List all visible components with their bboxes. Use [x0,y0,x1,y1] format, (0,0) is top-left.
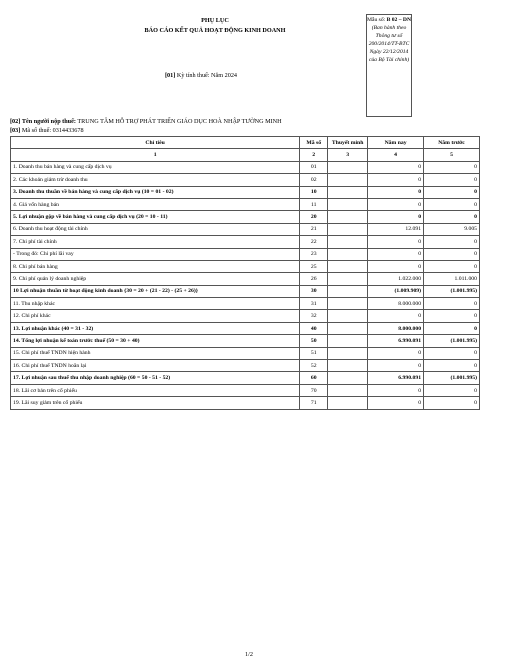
row-previous-year: 0 [424,347,480,359]
row-item-name: 18. Lãi cơ bản trên cổ phiếu [11,384,300,396]
table-row [11,347,480,359]
table-header-row [11,137,480,149]
tax-code-value: 0314433678 [52,127,84,134]
row-code: 52 [300,360,328,372]
form-code-note: (Ban hành theo Thông tư số 200/2014/TT-BTC Ngày 22/12/2014 của Bộ Tài chính) [368,25,410,63]
report-title: BÁO CÁO KẾT QUẢ HOẠT ĐỘNG KINH DOANH [144,27,286,34]
table-row [11,161,480,173]
form-code-label: Mẫu số: [367,17,386,23]
col-number: 5 [424,149,480,161]
col-number: 2 [300,149,328,161]
row-item-name: 8. Chi phí bán hàng [11,260,300,272]
row-previous-year: 0 [424,397,480,409]
column-number-row [11,149,480,161]
row-note [328,198,368,210]
row-previous-year: 0 [424,186,480,198]
table-body [11,161,480,409]
row-previous-year: (1.001.995) [424,285,480,297]
row-item-name: 6. Doanh thu hoạt động tài chính [11,223,300,235]
row-note [328,310,368,322]
col-header-item: Chỉ tiêu [11,137,300,149]
row-code: 02 [300,174,328,186]
table-row [11,310,480,322]
row-item-name: 13. Lợi nhuận khác (40 = 31 - 32) [11,322,300,334]
row-previous-year: 0 [424,384,480,396]
table-row [11,360,480,372]
row-previous-year: 0 [424,248,480,260]
row-current-year: 6.990.091 [368,335,424,347]
row-item-name: 2. Các khoản giảm trừ doanh thu [11,174,300,186]
row-note [328,186,368,198]
row-note [328,223,368,235]
row-previous-year: 0 [424,174,480,186]
row-previous-year: 0 [424,298,480,310]
row-current-year: 0 [368,161,424,173]
col-number: 4 [368,149,424,161]
row-previous-year: (1.001.995) [424,372,480,384]
row-current-year: 0 [368,174,424,186]
row-note [328,236,368,248]
row-note [328,347,368,359]
row-item-name: 9. Chi phí quản lý doanh nghiệp [11,273,300,285]
row-item-name: 17. Lợi nhuận sau thuế thu nhập doanh nghiệp (60 = 50 - 51 - 52) [11,372,300,384]
table-row [11,260,480,272]
table-row [11,174,480,186]
table-row [11,236,480,248]
table-row [11,384,480,396]
row-item-name: 11. Thu nhập khác [11,298,300,310]
row-code: 50 [300,335,328,347]
tax-code-line [10,127,84,134]
row-code: 30 [300,285,328,297]
row-current-year: 0 [368,347,424,359]
row-current-year: 1.022.000 [368,273,424,285]
row-note [328,322,368,334]
row-code: 40 [300,322,328,334]
row-item-name: 10 Lợi nhuận thuần từ hoạt động kinh doanh {30 = 20 + (21 - 22) - (25 + 26)} [11,285,300,297]
tax-code-code: [03] [10,127,21,134]
row-note [328,360,368,372]
row-code: 20 [300,211,328,223]
row-item-name: 3. Doanh thu thuần về bán hàng và cung cấp dịch vụ (10 = 01 - 02) [11,186,300,198]
row-current-year: 0 [368,198,424,210]
row-current-year: 0 [368,248,424,260]
row-previous-year: 0 [424,310,480,322]
row-note [328,248,368,260]
row-item-name: 1. Doanh thu bán hàng và cung cấp dịch vụ [11,161,300,173]
form-code-value: B 02 – DN [386,17,411,23]
page-number: 1/2 [245,651,253,658]
row-note [328,260,368,272]
table-row [11,273,480,285]
table-row [11,285,480,297]
col-number: 1 [11,149,300,161]
taxpayer-name-code: [02] [10,118,21,125]
row-previous-year: 0 [424,211,480,223]
row-previous-year: 0 [424,161,480,173]
tax-period [165,72,237,79]
row-note [328,335,368,347]
row-previous-year: 0 [424,236,480,248]
income-statement-table [10,136,480,410]
row-current-year: 0 [368,360,424,372]
row-previous-year: 0 [424,360,480,372]
row-code: 26 [300,273,328,285]
row-previous-year: 1.011.000 [424,273,480,285]
table-row [11,186,480,198]
row-previous-year: 9.005 [424,223,480,235]
row-code: 21 [300,223,328,235]
row-code: 60 [300,372,328,384]
row-item-name: 19. Lãi suy giảm trên cổ phiếu [11,397,300,409]
table-row [11,322,480,334]
col-header-code: Mã số [300,137,328,149]
row-current-year: 0 [368,186,424,198]
row-code: 32 [300,310,328,322]
row-item-name: 12. Chi phí khác [11,310,300,322]
row-code: 31 [300,298,328,310]
row-code: 11 [300,198,328,210]
row-current-year: 8.000.000 [368,298,424,310]
row-current-year: 0 [368,397,424,409]
row-item-name: 7. Chi phí tài chính [11,236,300,248]
row-code: 10 [300,186,328,198]
row-previous-year: 0 [424,260,480,272]
row-current-year: 6.990.091 [368,372,424,384]
row-item-name: 16. Chi phí thuế TNDN hoãn lại [11,360,300,372]
row-code: 71 [300,397,328,409]
row-code: 51 [300,347,328,359]
row-item-name: 4. Giá vốn hàng bán [11,198,300,210]
row-code: 22 [300,236,328,248]
row-code: 01 [300,161,328,173]
row-current-year: 0 [368,384,424,396]
row-current-year: 12.091 [368,223,424,235]
col-number: 3 [328,149,368,161]
taxpayer-name-label: Tên người nộp thuế: [21,118,76,125]
row-note [328,285,368,297]
row-previous-year: (1.001.995) [424,335,480,347]
tax-code-label: Mã số thuế: [21,127,52,134]
form-code-box [366,14,412,117]
row-note [328,384,368,396]
period-text: Kỳ tính thuế: Năm 2024 [176,72,238,79]
table-row [11,372,480,384]
col-header-previous-year: Năm trước [424,137,480,149]
row-item-name: 5. Lợi nhuận gộp về bán hàng và cung cấp dịch vụ (20 = 10 - 11) [11,211,300,223]
row-note [328,273,368,285]
row-code: 25 [300,260,328,272]
row-code: 23 [300,248,328,260]
appendix-title: PHỤ LỤC [201,17,229,24]
col-header-current-year: Năm nay [368,137,424,149]
row-item-name: - Trong đó: Chi phí lãi vay [11,248,300,260]
row-current-year: (1.009.909) [368,285,424,297]
row-previous-year: 0 [424,322,480,334]
row-item-name: 14. Tổng lợi nhuận kế toán trước thuế (50 = 30 + 40) [11,335,300,347]
row-note [328,161,368,173]
row-note [328,298,368,310]
table-row [11,198,480,210]
row-current-year: 0 [368,236,424,248]
row-note [328,372,368,384]
row-current-year: 0 [368,260,424,272]
row-current-year: 8.000.000 [368,322,424,334]
table-row [11,223,480,235]
row-item-name: 15. Chi phí thuế TNDN hiện hành [11,347,300,359]
row-current-year: 0 [368,310,424,322]
table-row [11,211,480,223]
taxpayer-name-line [10,118,282,125]
row-previous-year: 0 [424,198,480,210]
row-note [328,174,368,186]
form-code [367,16,411,24]
row-note [328,397,368,409]
table-row [11,298,480,310]
table-row [11,248,480,260]
row-code: 70 [300,384,328,396]
col-header-note: Thuyết minh [328,137,368,149]
row-current-year: 0 [368,211,424,223]
period-code: [01] [165,72,176,79]
taxpayer-name-value: TRUNG TÂM HỖ TRỢ PHÁT TRIỂN GIÁO DỤC HOÀ NHẬP TƯỜNG MINH [77,118,282,125]
row-note [328,211,368,223]
table-row [11,335,480,347]
table-row [11,397,480,409]
